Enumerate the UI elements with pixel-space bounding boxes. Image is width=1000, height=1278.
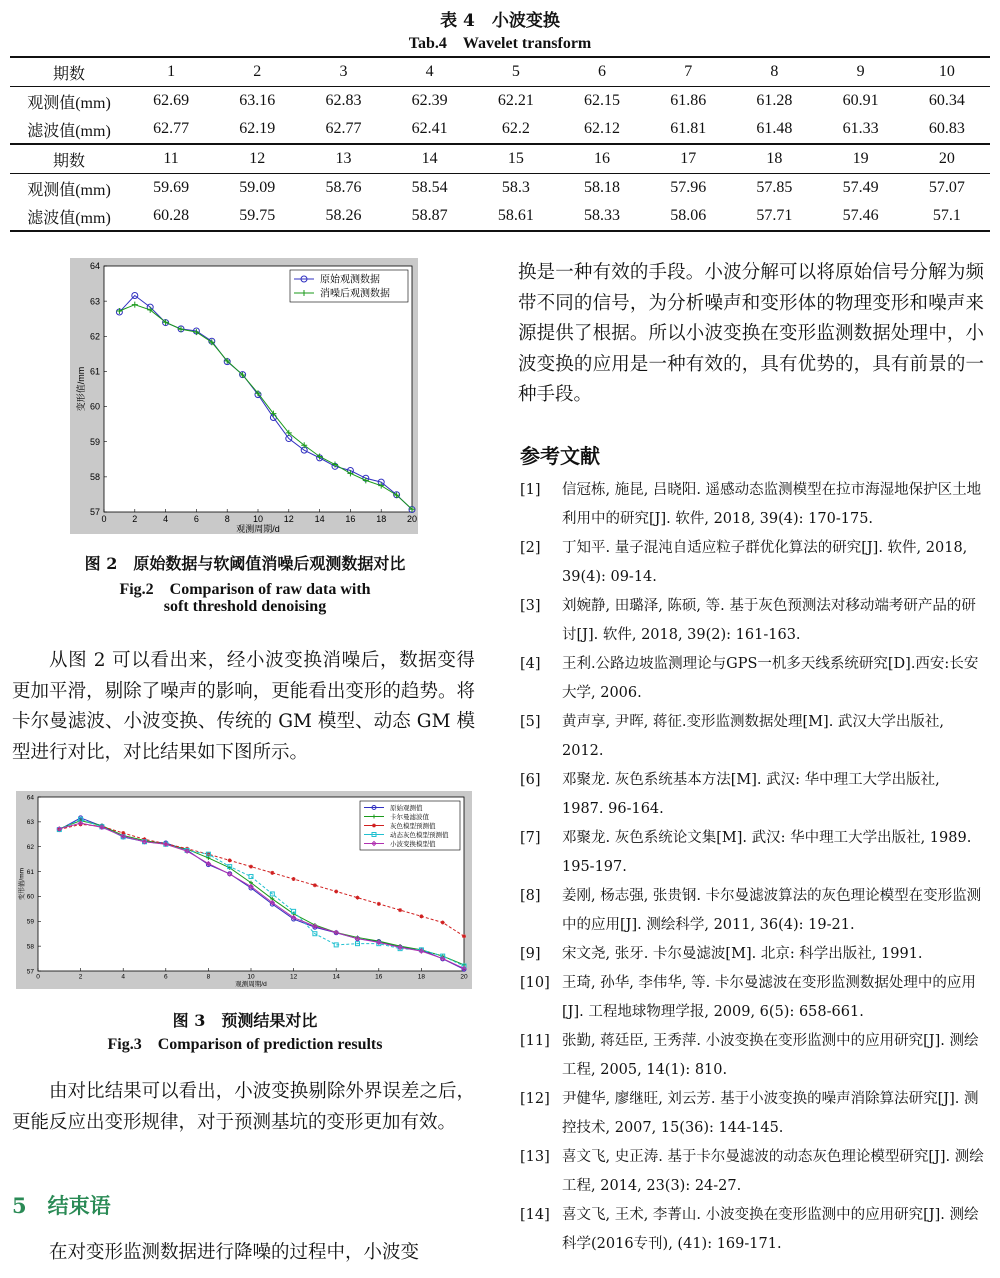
y-tick-label: 58 [26,943,34,951]
table-title-cn: 表 4 小波变换 [440,11,560,31]
table-cell: 62.77 [325,120,362,137]
x-tick-label: 6 [193,514,199,524]
table-cell: 62.21 [473,87,559,116]
reference-number: [14] [520,1207,550,1223]
legend-entry: 卡尔曼滤波值 [390,813,429,821]
table-cell: 12 [214,144,300,174]
table-cell: 14 [387,144,473,174]
x-tick-label: 12 [283,514,294,524]
y-tick-label: 62 [89,331,100,342]
reference-number: [1] [520,482,541,498]
table-cell: 60.28 [128,202,214,231]
table-title-en: Tab.4 Wavelet transform [408,35,592,52]
reference-number: [2] [520,540,541,556]
reference-text: 张勤, 蒋廷臣, 王秀萍. 小波变换在变形监测中的应用研究[J]. 测绘工程, 2005, 14(1): 810. [562,1033,979,1078]
x-tick-label: 8 [224,514,230,524]
wavelet-table [10,56,990,232]
table-cell: 57.46 [818,202,904,231]
table-cell: 61.86 [645,87,731,116]
reference-text: 邓聚龙. 灰色系统论文集[M]. 武汉: 华中理工大学出版社, 1989. 195-197. [562,830,972,875]
table-row [10,144,990,174]
reference-item [520,592,985,650]
x-tick-label: 16 [375,973,383,981]
x-axis-label: 观测周期/d [235,981,267,988]
reference-item [520,650,985,708]
table-cell: 7 [645,57,731,87]
right-paragraph: 换是一种有效的手段。小波分解可以将原始信号分解为频带不同的信号，为分析噪声和变形体的物理变形和噪声来源提供了根据。所以小波变换在变形监测数据处理中，小波变换的应用是一种有效的，具有优势的，具有前景的一种手段。 [518,262,984,405]
left-paragraph-2: 由对比结果可以看出，小波变换剔除外界误差之后，更能反应出变形规律，对于预测基坑的变形更加有效。 [12,1081,475,1133]
reference-number: [12] [520,1091,550,1107]
x-tick-label: 10 [252,514,264,524]
table-cell: 62.19 [239,120,276,137]
y-tick-label: 63 [89,296,100,307]
table-row [10,115,990,144]
reference-number: [4] [520,656,541,672]
legend-entry: 消噪后观测数据 [320,288,390,300]
y-axis-label: 变形值/mm [76,366,87,412]
figure-2-caption-en-1: Fig.2 Comparison of raw data with [119,581,371,598]
y-tick-label: 64 [26,794,34,802]
legend [360,801,460,850]
x-tick-label: 20 [406,514,418,524]
x-tick-label: 4 [163,514,169,524]
table-cell: 57.07 [904,174,990,203]
reference-item [520,1027,985,1085]
table-cell: 57.85 [731,174,817,203]
legend-entry: 灰色模型预测值 [390,822,436,830]
table-cell: 62.2 [501,120,530,137]
y-tick-label: 64 [89,261,100,272]
x-tick-label: 18 [417,973,426,981]
table-cell: 20 [904,144,990,174]
table-cell: 19 [818,144,904,174]
x-axis-label: 观测周期/d [236,524,280,534]
table-row [10,57,990,87]
x-tick-label: 2 [132,514,138,524]
reference-number: [13] [520,1149,550,1165]
table-cell: 62.39 [387,87,473,116]
table-cell: 58.06 [645,202,731,231]
y-tick-label: 59 [26,918,34,926]
legend-entry: 小波变换模型值 [390,840,436,848]
y-tick-label: 59 [89,436,100,447]
table-cell: 59.75 [214,202,300,231]
reference-item [520,708,985,766]
legend-entry: 动态灰色模型预测值 [390,831,449,839]
reference-item [520,824,985,882]
x-tick-label: 0 [36,973,40,981]
table-cell: 58.33 [559,202,645,231]
table-cell: 59.69 [128,174,214,203]
reference-number: [6] [520,772,541,788]
reference-text: 黄声享, 尹晖, 蒋征.变形监测数据处理[M]. 武汉大学出版社, 2012. [562,714,945,759]
x-tick-label: 14 [332,973,340,981]
table-cell: 58.76 [300,174,386,203]
table-cell: 61.81 [670,120,707,137]
x-tick-label: 10 [247,973,255,981]
references-list [520,476,985,1259]
row-label: 滤波值(mm) [27,122,111,140]
reference-item [520,476,985,534]
table-cell: 18 [731,144,817,174]
table-cell: 15 [473,144,559,174]
table-cell: 60.91 [818,87,904,116]
reference-item [520,940,985,969]
table-cell: 4 [387,57,473,87]
reference-item [520,882,985,940]
legend-entry: 原始观测值 [390,804,423,812]
figure-2-chart [70,258,418,534]
x-tick-label: 18 [376,514,387,524]
y-tick-label: 57 [89,507,100,518]
reference-text: 丁知平. 量子混沌自适应粒子群优化算法的研究[J]. 软件, 2018, 39(4): 09-14. [562,540,968,585]
table-cell: 57.1 [904,202,990,231]
table-row [10,202,990,231]
table-cell: 58.54 [387,174,473,203]
table-cell: 2 [214,57,300,87]
reference-text: 王利.公路边坡监测理论与GPS一机多天线系统研究[D].西安:长安大学, 2006. [562,656,979,701]
reference-text: 喜文飞, 王术, 李菁山. 小波变换在变形监测中的应用研究[J]. 测绘科学(2016专刊), (41): 169-171. [562,1207,979,1252]
reference-item [520,1085,985,1143]
table-row [10,174,990,203]
legend-entry: 原始观测数据 [320,274,380,286]
y-tick-label: 61 [89,366,100,377]
row-label: 期数 [10,144,128,174]
figure-2-caption-en-2: soft threshold denoising [163,598,327,615]
table-cell: 62.15 [559,87,645,116]
row-label: 观测值(mm) [10,174,128,203]
table-cell: 59.09 [214,174,300,203]
table-cell: 62.69 [128,87,214,116]
reference-number: [11] [520,1033,550,1049]
x-tick-label: 6 [163,973,168,981]
reference-item [520,1143,985,1201]
x-tick-label: 8 [206,973,211,981]
y-tick-label: 62 [26,843,34,851]
left-paragraph-1: 从图 2 可以看出来，经小波变换消噪后，数据变得更加平滑，剔除了噪声的影响，更能看出变形的趋势。将卡尔曼滤波、小波变换、传统的 GM 模型、动态 GM 模型进行对比，对比结果如下图所示。 [12,650,475,763]
reference-text: 喜文飞, 史正涛. 基于卡尔曼滤波的动态灰色理论模型研究[J]. 测绘工程, 2014, 23(3): 24-27. [562,1149,984,1194]
reference-number: [5] [520,714,541,730]
table-cell: 10 [904,57,990,87]
table-cell: 6 [559,57,645,87]
reference-text: 宋文尧, 张牙. 卡尔曼滤波[M]. 北京: 科学出版社, 1991. [562,946,923,962]
x-tick-label: 0 [101,514,107,524]
table-cell: 61.48 [756,120,793,137]
reference-item [520,969,985,1027]
left-paragraph-3: 在对变形监测数据进行降噪的过程中，小波变 [49,1242,420,1263]
table-cell: 58.26 [300,202,386,231]
table-cell: 5 [473,57,559,87]
table-cell: 61.28 [731,87,817,116]
table-cell: 11 [128,144,214,174]
reference-text: 王琦, 孙华, 李伟华, 等. 卡尔曼滤波在变形监测数据处理中的应用[J]. 工程地球物理学报, 2009, 6(5): 658-661. [562,975,976,1020]
references-heading: 参考文献 [520,444,600,468]
y-axis-label: 变形值/mm [18,867,26,901]
table-cell: 58.87 [387,202,473,231]
table-cell: 16 [559,144,645,174]
y-tick-label: 60 [89,401,100,412]
reference-number: [7] [520,830,541,846]
table-cell: 9 [818,57,904,87]
table-cell: 8 [731,57,817,87]
reference-number: [9] [520,946,541,962]
reference-item [520,766,985,824]
reference-number: [8] [520,888,541,904]
section-heading-conclusion: 5 结束语 [12,1193,111,1218]
table-cell: 63.16 [214,87,300,116]
figure-3-caption-en: Fig.3 Comparison of prediction results [107,1036,383,1053]
reference-text: 姜刚, 杨志强, 张贵钢. 卡尔曼滤波算法的灰色理论模型在变形监测中的应用[J]. 测绘科学, 2011, 36(4): 19-21. [562,888,982,933]
table-cell: 17 [645,144,731,174]
table-cell: 62.12 [584,120,621,137]
row-label: 滤波值(mm) [10,202,128,231]
x-tick-label: 16 [345,514,356,524]
table-cell: 62.41 [411,120,448,137]
figure-3-caption-cn: 图 3 预测结果对比 [172,1011,318,1030]
table-cell: 60.34 [904,87,990,116]
table-cell: 62.83 [300,87,386,116]
x-tick-label: 12 [289,973,298,981]
table-cell: 61.33 [842,120,879,137]
reference-text: 邓聚龙. 灰色系统基本方法[M]. 武汉: 华中理工大学出版社, 1987. 96-164. [562,772,940,817]
table-cell: 3 [300,57,386,87]
x-tick-label: 4 [121,973,126,981]
table-cell: 62.77 [153,120,190,137]
legend [290,270,408,302]
x-tick-label: 14 [314,514,325,524]
y-tick-label: 57 [26,968,34,976]
x-tick-label: 20 [460,973,468,981]
reference-number: [3] [520,598,541,614]
table-cell: 58.3 [473,174,559,203]
table-cell: 57.49 [818,174,904,203]
reference-number: [10] [520,975,550,991]
table-cell: 1 [128,57,214,87]
x-tick-label: 2 [78,973,83,981]
y-tick-label: 58 [89,472,100,483]
table-cell: 57.96 [645,174,731,203]
table-cell: 60.83 [928,120,965,137]
figure-3-chart [16,791,472,989]
reference-text: 尹健华, 廖继旺, 刘云芳. 基于小波变换的噪声消除算法研究[J]. 测控技术, 2007, 15(36): 144-145. [562,1091,979,1136]
table-cell: 13 [300,144,386,174]
row-label: 观测值(mm) [10,87,128,116]
y-tick-label: 60 [26,893,34,901]
row-label: 期数 [10,57,128,87]
y-tick-label: 61 [26,868,34,876]
table-cell: 58.18 [559,174,645,203]
figure-2-caption-cn: 图 2 原始数据与软阈值消噪后观测数据对比 [84,554,406,573]
reference-item [520,534,985,592]
reference-text: 刘婉静, 田璐泽, 陈硕, 等. 基于灰色预测法对移动端考研产品的研讨[J]. 软件, 2018, 39(2): 161-163. [562,598,976,643]
y-tick-label: 63 [26,819,34,827]
reference-text: 信冠栋, 施昆, 吕晓阳. 遥感动态监测模型在拉市海湿地保护区土地利用中的研究[J]. 软件, 2018, 39(4): 170-175. [562,482,982,527]
table-row [10,87,990,116]
table-cell: 58.61 [473,202,559,231]
reference-item [520,1201,985,1259]
table-cell: 57.71 [731,202,817,231]
